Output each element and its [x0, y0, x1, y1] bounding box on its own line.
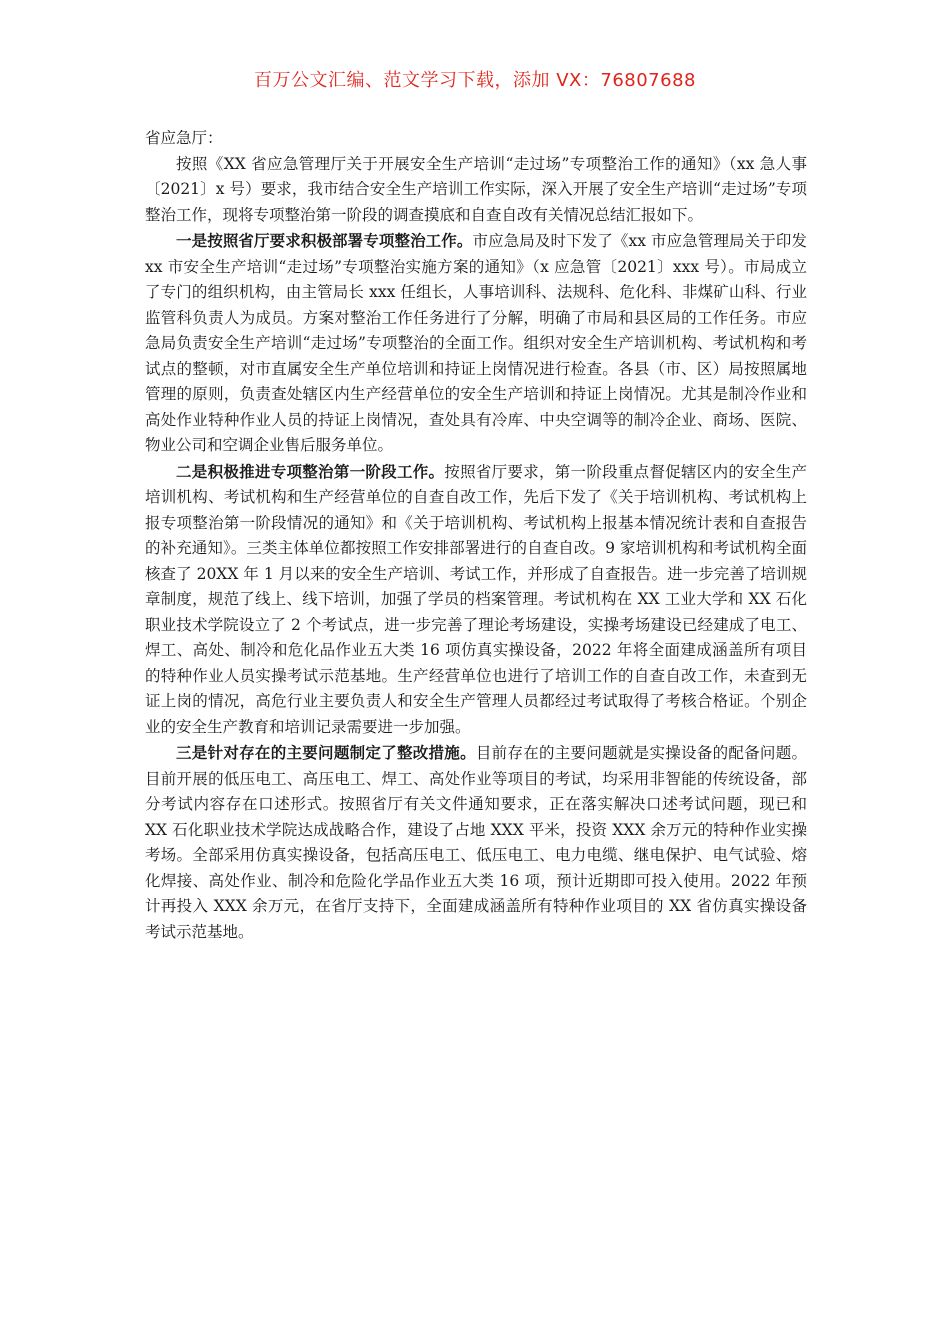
section-paragraph-2	[145, 459, 807, 741]
section-lead-1: 一是按照省厅要求积极部署专项整治工作。	[176, 231, 473, 250]
section-body-2: 按照省厅要求，第一阶段重点督促辖区内的安全生产培训机构、考试机构和生产经营单位的自查自改工作，先后下发了《关于培训机构、考试机构上报专项整治第一阶段情况的通知》和《关于培训机构、考试机构上报基本情况统计表和自查报告的补充通知》。三类主体单位都按照工作安排部署进行的自查自改。9 家培训机构和考试机构全面核查了 20XX 年 1 月以来的安全生产培训、考试工作，并形成了自查报告。进一步完善了培训规章制度，规范了线上、线下培训，加强了学员的档案管理。考试机构在 XX 工业大学和 XX 石化职业技术学院设立了 2 个考试点，进一步完善了理论考场建设，实操考场建设已经建成了电工、焊工、高处、制冷和危化品作业五大类 16 项仿真实操设备，2022 年将全面建成涵盖所有项目的特种作业人员实操考试示范基地。生产经营单位也进行了培训工作的自查自改工作，未查到无证上岗的情况，高危行业主要负责人和安全生产管理人员都经过考试取得了考核合格证。个别企业的安全生产教育和培训记录需要进一步加强。	[145, 462, 807, 736]
salutation: 省应急厅：	[145, 129, 223, 147]
section-lead-3: 三是针对存在的主要问题制定了整改措施。	[176, 743, 476, 762]
document-body	[145, 126, 807, 945]
section-paragraph-3	[145, 740, 807, 945]
section-lead-2: 二是积极推进专项整治第一阶段工作。	[176, 461, 445, 481]
header-banner: 百万公文汇编、范文学习下载，添加 VX：76807688	[254, 70, 696, 91]
section-body-1: 市应急局及时下发了《xx 市应急管理局关于印发 xx 市安全生产培训“走过场”专项整治实施方案的通知》（x 应急管〔2021〕xxx 号）。市局成立了专门的组织机构，由主管局长 xxx 任组长，人事培训科、法规科、危化科、非煤矿山科、行业监管科负责人为成员。方案对整治工作任务进行了分解，明确了市局和县区局的工作任务。市应急局负责安全生产培训“走过场”专项整治的全面工作。组织对安全生产培训机构、考试机构和考试点的整顿，对市直属安全生产单位培训和持证上岗情况进行检查。各县（市、区）局按照属地管理的原则，负责查处辖区内生产经营单位的安全生产培训和持证上岗情况。尤其是制冷作业和高处作业特种作业人员的持证上岗情况，查处具有冷库、中央空调等的制冷企业、商场、医院、物业公司和空调企业售后服务单位。	[145, 232, 807, 454]
section-body-3: 目前存在的主要问题就是实操设备的配备问题。目前开展的低压电工、高压电工、焊工、高处作业等项目的考试，均采用非智能的传统设备，部分考试内容存在口述形式。按照省厅有关文件通知要求，正在落实解决口述考试问题，现已和 XX 石化职业技术学院达成战略合作，建设了占地 XXX 平米，投资 XXX 余万元的特种作业实操考场。全部采用仿真实操设备，包括高压电工、低压电工、电力电缆、继电保护、电气试验、熔化焊接、高处作业、制冷和危险化学品作业五大类 16 项，预计近期即可投入使用。2022 年预计再投入 XXX 余万元，在省厅支持下，全面建成涵盖所有特种作业项目的 XX 省仿真实操设备考试示范基地。	[145, 744, 807, 941]
intro-paragraph: 按照《XX 省应急管理厅关于开展安全生产培训“走过场”专项整治工作的通知》（xx 急人事〔2021〕x 号）要求，我市结合安全生产培训工作实际，深入开展了安全生产培训“走过场”专项整治工作，现将专项整治第一阶段的调查摸底和自查自改有关情况总结汇报如下。	[145, 154, 807, 224]
section-paragraph-1	[145, 228, 807, 459]
